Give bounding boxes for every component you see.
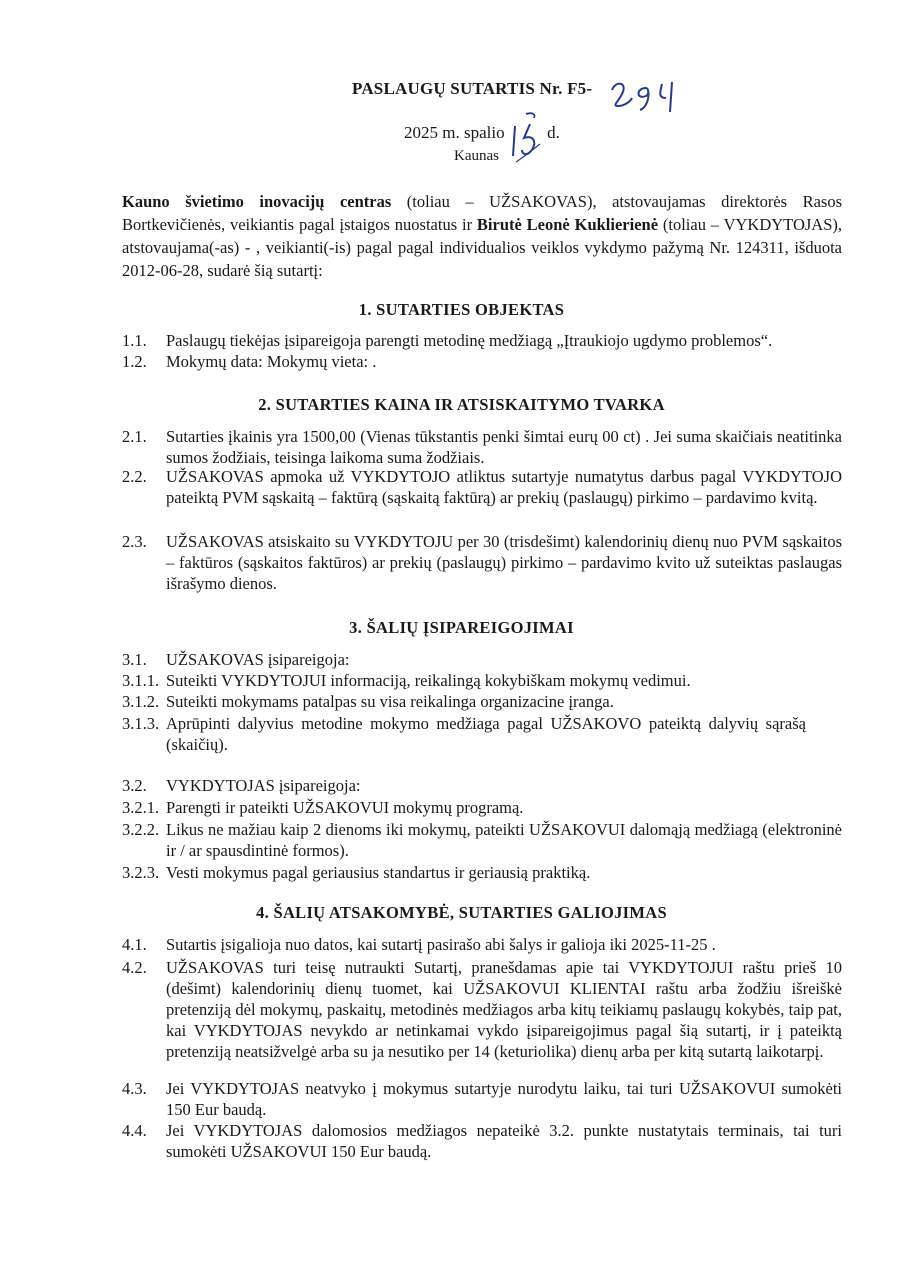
clause-number: 3.1.2. <box>122 692 160 711</box>
clause-text: Parengti ir pateikti UŽSAKOVUI mokymų programą. <box>166 798 524 817</box>
clause-text: Sutartis įsigalioja nuo datos, kai sutartį pasirašo abi šalys ir galioja iki 2025-11-25 . <box>166 935 716 954</box>
clause-text: Paslaugų tiekėjas įsipareigoja parengti metodinę medžiagą „Įtraukiojo ugdymo problemos“. <box>166 331 773 350</box>
contract-title: PASLAUGŲ SUTARTIS Nr. F5- <box>352 79 593 98</box>
date-prefix: 2025 m. spalio <box>404 123 505 142</box>
section-heading-1: 1. SUTARTIES OBJEKTAS <box>358 300 565 319</box>
customer-name: Kauno švietimo inovacijų centras <box>122 192 392 211</box>
clause-text: VYKDYTOJAS įsipareigoja: <box>166 776 361 795</box>
contractor-name: Birutė Leonė Kuklierienė <box>476 215 659 234</box>
intro-paragraph <box>122 190 842 282</box>
section-heading-3: 3. ŠALIŲ ĮSIPAREIGOJIMAI <box>349 618 574 637</box>
date-suffix: d. <box>547 123 560 142</box>
clause-text: Suteikti mokymams patalpas su visa reikalinga organizacine įranga. <box>166 692 614 711</box>
clause-number: 3.1.1. <box>122 671 160 690</box>
clause-text: Jei VYKDYTOJAS dalomosios medžiagos nepateikė 3.2. punkte nustatytais terminais, tai turi sumokėti UŽSAKOVUI 150 Eur baudą. <box>166 1121 842 1161</box>
clause-text: UŽSAKOVAS turi teisę nutraukti Sutartį, pranešdamas apie tai VYKDYTOJUI raštu prieš 10 (dešimt) kalendorinių dienų tuomet, kai UŽSAKOVUI KLIENTAI raštu arba žodžiu išreiškė pretenziją dėl mokymų, paskaitų, metodinės medžiagos arba kitų teikiamų paslaugų kokybės, taip pat, kai VYKDYTOJAS nevykdo ar netinkamai vykdo įsipareigojimus pagal šią sutartį, ir į pateiktą pretenziją neatsižvelgė arba su ja nesutiko per 14 (keturiolika) dienų arba per kitą sutartą laikotarpį. <box>166 958 842 1061</box>
clause-text: Mokymų data: Mokymų vieta: . <box>166 352 377 371</box>
handwritten-contract-number <box>608 76 688 116</box>
handwritten-day <box>506 110 546 166</box>
clause-number: 2.1. <box>122 427 147 446</box>
clause-number: 1.1. <box>122 331 147 350</box>
clause-number: 4.1. <box>122 935 147 954</box>
clause-text: UŽSAKOVAS atsiskaito su VYKDYTOJU per 30 (trisdešimt) kalendorinių dienų nuo PVM sąskaitos – faktūros (sąskaitos faktūros) ar prekių (paslaugų) pirkimo – pardavimo kvito už suteiktas paslaugas išrašymo dienos. <box>166 532 842 593</box>
clause-text: Likus ne mažiau kaip 2 dienoms iki mokymų, pateikti UŽSAKOVUI dalomąją medžiagą (elektroninė ir / ar spausdintinė formos). <box>166 820 842 860</box>
clause-text: Jei VYKDYTOJAS neatvyko į mokymus sutartyje nurodytu laiku, tai turi UŽSAKOVUI sumokėti 150 Eur baudą. <box>166 1079 842 1119</box>
clause-text: UŽSAKOVAS apmoka už VYKDYTOJO atliktus sutartyje numatytus darbus pagal VYKDYTOJO pateiktą PVM sąskaitą – faktūrą (sąskaitą faktūrą) ar prekių (paslaugų) pirkimo – pardavimo kvitą. <box>166 467 842 507</box>
clause-text: Aprūpinti dalyvius metodine mokymo medžiaga pagal UŽSAKOVO pateiktą dalyvių sąrašą (skaičių). <box>166 714 806 754</box>
intro-text-1: (toliau – UŽSAKOVAS), atstovaujamas direktorės Rasos Bortkevičienės, veikiantis pagal įstaigos nuostatus ir <box>122 192 842 234</box>
clause-text: Sutarties įkainis yra 1500,00 (Vienas tūkstantis penki šimtai eurų 00 ct) . Jei suma skaičiais neatitinka sumos žodžiais, teisinga laikoma suma žodžiais. <box>166 427 842 467</box>
section-heading-4: 4. ŠALIŲ ATSAKOMYBĖ, SUTARTIES GALIOJIMAS <box>256 903 667 922</box>
clause-number: 3.1. <box>122 650 147 669</box>
clause-number: 3.2. <box>122 776 147 795</box>
contract-city: Kaunas <box>454 148 499 164</box>
clause-text: UŽSAKOVAS įsipareigoja: <box>166 650 350 669</box>
intro-text-2: (toliau – VYKDYTOJAS), atstovaujama(-as) - , veikianti(-is) pagal pagal individualios veiklos vykdymo pažymą Nr. 124311, išduota 2012-06-28, sudarė šią sutartį: <box>122 215 843 280</box>
clause-number: 2.2. <box>122 467 147 486</box>
clause-number: 2.3. <box>122 532 147 551</box>
clause-number: 4.3. <box>122 1079 147 1098</box>
clause-number: 3.1.3. <box>122 714 160 733</box>
clause-number: 4.2. <box>122 958 147 977</box>
clause-number: 3.2.3. <box>122 863 160 882</box>
clause-number: 4.4. <box>122 1121 147 1140</box>
clause-text: Suteikti VYKDYTOJUI informaciją, reikalingą kokybiškam mokymų vedimui. <box>166 671 691 690</box>
clause-number: 3.2.2. <box>122 820 160 839</box>
section-heading-2: 2. SUTARTIES KAINA IR ATSISKAITYMO TVARKA <box>258 395 665 414</box>
clause-text: Vesti mokymus pagal geriausius standartus ir geriausią praktiką. <box>166 863 591 882</box>
clause-number: 3.2.1. <box>122 798 160 817</box>
clause-number: 1.2. <box>122 352 147 371</box>
